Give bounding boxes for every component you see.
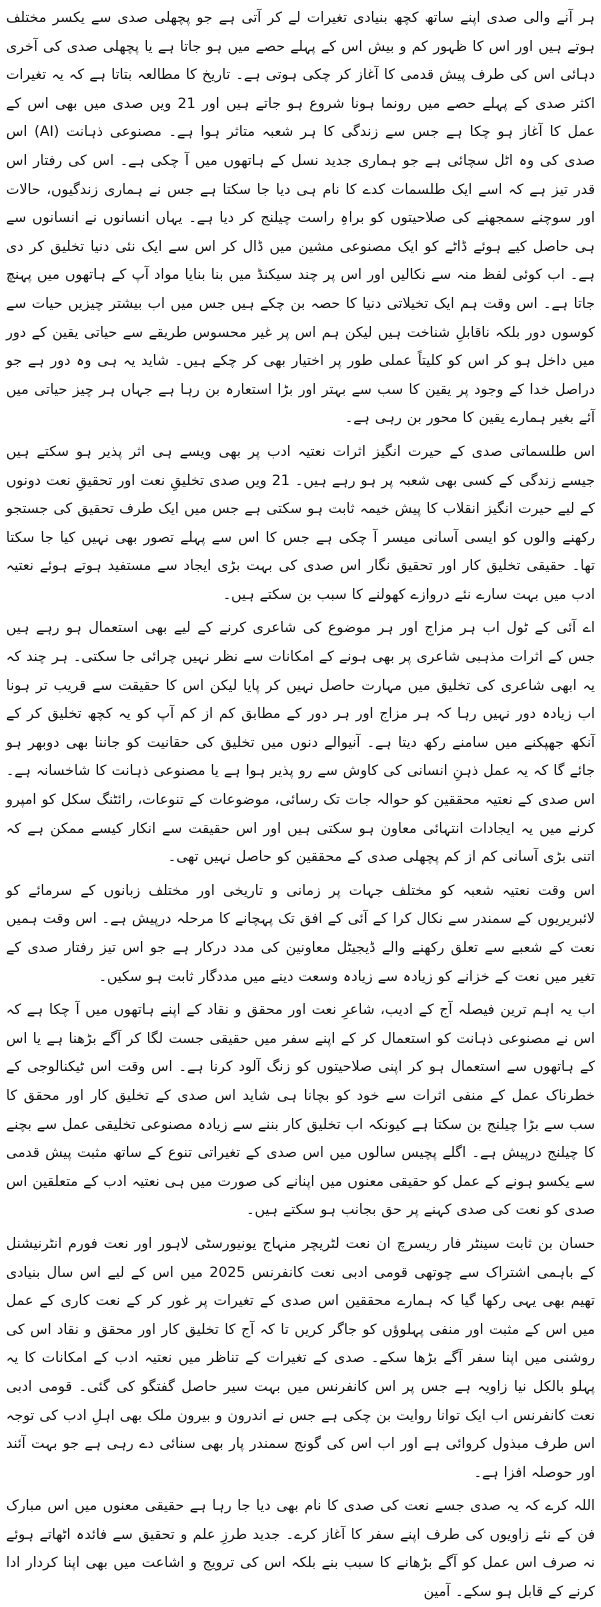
article-paragraph: اللہ کرے کہ یہ صدی جسے نعت کی صدی کا نام بھی دیا جا رہا ہے حقیقی معنوں میں اس مبارک فن کے نئے زاویوں کی طرف اپنے سفر کا آغاز کرے۔ جدید طرزِ علم و تحقیق سے فائدہ اٹھاتے ہوئے نہ صرف اس عمل کو آگے بڑھانے کا سبب بنے بلکہ اس کی ترویج و اشاعت میں بھی اپنا کردار ادا کرنے کے قابل ہو سکے۔ آمین: [6, 1498, 595, 1601]
article-paragraph: ہر آنے والی صدی اپنے ساتھ کچھ بنیادی تغیرات لے کر آتی ہے جو پچھلی صدی سے یکسر مختلف ہوتے ہیں اور اس کا ظہور کم و بیش اس کے پہلے حصے میں ہو جاتا ہے یا پچھلی صدی کی آخری دہائی اس کی طرف پیش قدمی کا آغاز کر چکی ہوتی ہے۔ تاریخ کا مطالعہ بتاتا ہے کہ یہ تغیرات اکثر صدی کے پہلے حصے میں رونما ہونا شروع ہو جاتے ہیں اور 21 ویں صدی میں بھی اس کے عمل کا آغاز ہو چکا ہے جس سے زندگی کا ہر شعبہ متاثر ہوا ہے۔ مصنوعی ذہانت (AI) اس صدی کی وہ اٹل سچائی ہے جو ہماری جدید نسل کے ہاتھوں میں آ چکی ہے۔ اس کی رفتار اس قدر تیز ہے کہ اسے ایک طلسمات کدے کا نام ہی دیا جا سکتا ہے جس نے ہماری زندگیوں، حالات اور سوچنے سمجھنے کی صلاحیتوں کو براہِ راست چیلنج کر دیا ہے۔ یہاں انسانوں نے انسانوں سے ہی حاصل کیے ہوئے ڈاٹے کو ایک مصنوعی مشین میں ڈال کر اس سے ایک نئی دنیا تخلیق کر دی ہے۔ اب کوئی لفظ منہ سے نکالیں اور اس پر چند سیکنڈ میں بنا بنایا مواد آپ کے ہاتھوں میں پہنچ جاتا ہے۔ اس وقت ہم ایک تخیلاتی دنیا کا حصہ بن چکے ہیں جس میں اب بیشتر چیزیں حیات سے کوسوں دور بلکہ ناقابلِ شناخت ہیں لیکن ہم اس پر غیر محسوس طریقے سے حیاتی یقین کے دور میں داخل ہو کر اس کو کلیتاً عملی طور پر اختیار بھی کر چکے ہیں۔ شاید یہ ہی وہ دور ہے جو دراصل خدا کے وجود پر یقین کا سب سے بہتر اور بڑا استعارہ بن رہا ہے جہاں ہر چیز حیاتی میں آئے بغیر ہمارے یقین کا محور بن رہی ہے۔: [6, 10, 595, 427]
article-paragraph: اب یہ اہم ترین فیصلہ آج کے ادیب، شاعرِ نعت اور محقق و نقاد کے اپنے ہاتھوں میں آ چکا ہے کہ اس نے مصنوعی ذہانت کو استعمال کر کے اپنے سفر میں حقیقی جست لگا کر آگے بڑھنا ہے یا اس کے ہاتھوں سے استعمال ہو کر اپنی صلاحیتوں کو زنگ آلود کرنا ہے۔ اس وقت اس ٹیکنالوجی کے خطرناک عمل کے منفی اثرات سے خود کو بچانا ہی شاید اس صدی کے تخلیق کار اور محقق کا سب سے بڑا چیلنج بن سکتا ہے کیونکہ اب تخلیق کار بننے سے زیادہ مصنوعی تخلیقی عمل سے بچنے کا چیلنج درپیش ہے۔ اگلے پچیس سالوں میں اس صدی کے تغیراتی تنوع کے ساتھ مثبت پیش قدمی سے یکسو ہونے کے عمل کو حقیقی معنوں میں اپنانے کی صورت میں ہی نعتیہ ادب کے متعلقین اس صدی کو نعت کی صدی کہنے پر حق بجانب ہو سکتے ہیں۔: [6, 1002, 595, 1219]
article-paragraph: اس طلسماتی صدی کے حیرت انگیز اثرات نعتیہ ادب پر بھی ویسے ہی اثر پذیر ہو سکتے ہیں جیسے زندگی کے کسی بھی شعبہ پر ہو رہے ہیں۔ 21 ویں صدی تخلیقِ نعت اور تحقیقِ نعت دونوں کے لیے حیرت انگیز انقلاب کا پیش خیمہ ثابت ہو سکتی ہے جس میں ایک طرف تحقیق کی جستجو رکھنے والوں کو ایسی آسانی میسر آ چکی ہے جس کا اس سے پہلے تصور بھی نہیں کیا جا سکتا تھا۔ حقیقی تخلیق کار اور تحقیق نگار اس صدی کی بہت بڑی ایجاد سے مستفید ہوتے ہوئے نعتیہ ادب میں بہت سارے نئے دروازے کھولنے کا سبب بن سکتے ہیں۔: [6, 443, 595, 603]
article-paragraph: اس وقت نعتیہ شعبہ کو مختلف جہات پر زمانی و تاریخی اور مختلف زبانوں کے سرمائے کو لائبریریوں کے سمندر سے نکال کرا کے آئی کے افق تک پہچانے کا مرحلہ درپیش ہے۔ اس وقت ہمیں نعت کے شعبے سے تعلق رکھنے والے ڈیجیٹل معاونین کی مدد درکار ہے جو اس تیز رفتار صدی کے تغیر میں نعت کے خزانے کو زیادہ سے زیادہ وسعت دینے میں مددگار ثابت ہو سکیں۔: [6, 882, 595, 985]
article-paragraph: حسان بن ثابت سینٹر فار ریسرچ ان نعت لٹریچر منہاج یونیورسٹی لاہور اور نعت فورم انٹرنیشنل کے باہمی اشتراک سے چوتھی قومی ادبی نعت کانفرنس 2025 میں اس کے لیے اس سال بنیادی تھیم بھی یہی رکھا گیا کہ ہمارے محققین اس صدی کے تغیرات پر غور کر کے نعت کاری کے عمل میں اس کے مثبت اور منفی پہلوؤں کو جاگر کریں تا کہ آج کا تخلیق کار اور محقق و نقاد اس کی روشنی میں اپنا سفر آگے بڑھا سکے۔ صدی کے تغیرات کے تناظر میں نعتیہ ادب کے امکانات کا یہ پہلو بالکل نیا زاویہ ہے جس پر اس کانفرنس میں بہت سیر حاصل گفتگو کی گئی۔ قومی ادبی نعت کانفرنس اب ایک توانا روایت بن چکی ہے جس نے اندرون و بیرون ملک بھی اہلِ ادب کی توجہ اس طرف مبذول کروائی ہے اور اب اس کی گونج سمندر پار بھی سنائی دے رہی ہے جو بہت آئند اور حوصلہ افزا ہے۔: [6, 1235, 595, 1481]
article-paragraph: اے آئی کے ٹول اب ہر مزاج اور ہر موضوع کی شاعری کرنے کے لیے بھی استعمال ہو رہے ہیں جس کے اثرات مذہبی شاعری پر بھی ہونے کے امکانات سے نظر نہیں چرائی جا سکتی۔ ہر چند کہ یہ ابھی شاعری کی تخلیق میں مہارت حاصل نہیں کر پایا لیکن اس کا حقیقت سے قریب تر ہونا اب زیادہ دور نہیں رہا کہ ہر مزاج اور ہر دور کے مطابق کم از کم آپ کو یہ کچھ تخلیق کر کے آنکھ جھپکنے میں سامنے رکھ دیتا ہے۔ آنیوالے دنوں میں تخلیق کی حقانیت کو جاننا بھی دوبھر ہو جائے گا کہ یہ عمل ذہنِ انسانی کی کاوش سے رو پذیر ہوا ہے یا مصنوعی ذہانت کا شاخسانہ ہے۔ اس صدی کے نعتیہ محققین کو حوالہ جات تک رسائی، موضوعات کے تنوعات، رائٹنگ سکل کو امپرو کرنے میں یہ ایجادات انتہائی معاون ہو سکتی ہیں اور اس حقیقت سے انکار کیسے ممکن ہے کہ اتنی بڑی آسانی کم از کم پچھلی صدی کے محققین کو حاصل نہیں تھی۔: [6, 620, 595, 866]
